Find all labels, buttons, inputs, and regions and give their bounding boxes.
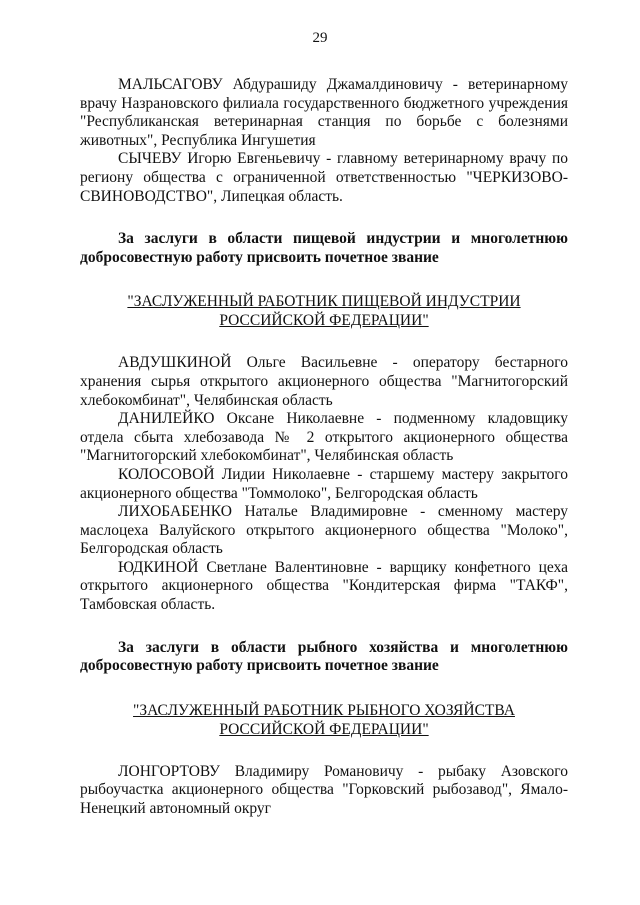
award-paragraph-longortov: ЛОНГОРТОВУ Владимиру Романовичу - рыбаку Азовского рыбоучастка акционерного общества "Горковский рыбозавод", Ямало-Ненецкий автономный округ (80, 762, 568, 818)
spacer (80, 615, 568, 639)
document-body (80, 76, 568, 819)
section-lead-fisheries: За заслуги в области рыбного хозяйства и многолетнюю добросовестную работу присвоить почетное звание (80, 638, 568, 675)
award-paragraph-malsagov: МАЛЬСАГОВУ Абдурашиду Джамалдиновичу - ветеринарному врачу Назрановского филиала государственного бюджетного учреждения "Республиканская ветеринарная станция по борьбе с болезнями животных", Республика Ингушетия (80, 76, 568, 149)
award-paragraph-danileyko: ДАНИЛЕЙКО Оксане Николаевне - подменному кладовщику отдела сбыта хлебозавода № 2 открытого акционерного общества "Магнитогорский хлебокомбинат", Челябинская область (80, 410, 568, 465)
honorary-title-fish-line2: РОССИЙСКОЙ ФЕДЕРАЦИИ" (219, 720, 429, 738)
section-lead-food-industry: За заслуги в области пищевой индустрии и многолетнюю добросовестную работу присвоить почетное звание (80, 230, 568, 266)
spacer (80, 739, 568, 763)
award-paragraph-kolosova: КОЛОСОВОЙ Лидии Николаевне - старшему мастеру закрытого акционерного общества "Томмолоко", Белгородская область (80, 465, 568, 502)
honorary-title-food-line1: "ЗАСЛУЖЕННЫЙ РАБОТНИК ПИЩЕВОЙ ИНДУСТРИИ (127, 293, 521, 311)
honorary-title-food-line2: РОССИЙСКОЙ ФЕДЕРАЦИИ" (219, 312, 429, 330)
award-paragraph-likhobabenko: ЛИХОБАБЕНКО Наталье Владимировне - сменному мастеру маслоцеха Валуйского открытого акционерного общества "Молоко", Белгородская область (80, 503, 568, 558)
page-number: 29 (312, 30, 328, 46)
spacer (80, 330, 568, 354)
spacer (80, 206, 568, 230)
honorary-title-fish-line1: "ЗАСЛУЖЕННЫЙ РАБОТНИК РЫБНОГО ХОЗЯЙСТВА (133, 701, 515, 719)
award-paragraph-sychev: СЫЧЕВУ Игорю Евгеньевичу - главному ветеринарному врачу по региону общества с ограниченной ответственностью "ЧЕРКИЗОВО-СВИНОВОДСТВО", Липецкая область. (80, 150, 568, 205)
award-paragraph-avdushkina: АВДУШКИНОЙ Ольге Васильевне - оператору бестарного хранения сырья открытого акционерного общества "Магнитогорский хлебокомбинат", Челябинская область (80, 354, 568, 409)
honorary-title-food-industry (80, 292, 568, 330)
award-paragraph-yudkina: ЮДКИНОЙ Светлане Валентиновне - варщику конфетного цеха открытого акционерного общества "Кондитерская фирма "ТАКФ", Тамбовская область. (80, 558, 568, 614)
honorary-title-fisheries (80, 701, 568, 739)
